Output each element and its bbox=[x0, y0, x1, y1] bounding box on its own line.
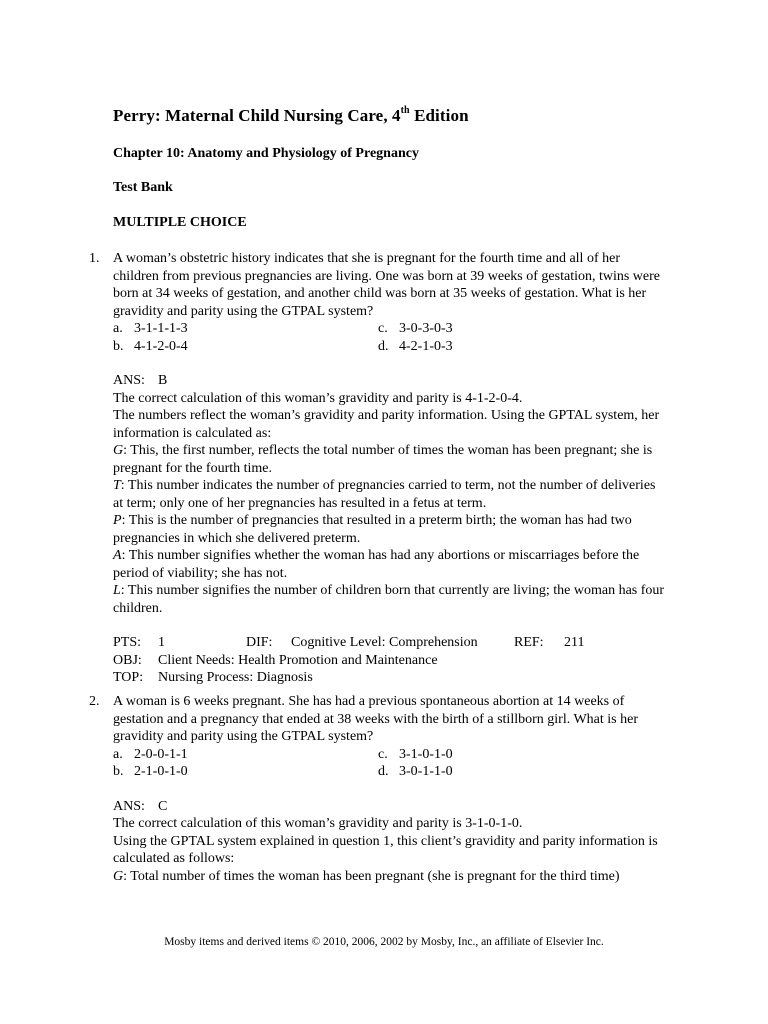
rationale-line: T: This number indicates the number of pregnancies carried to term, not the number of deliveries at term; only one of her pregnancies has resulted in a fetus at term. bbox=[113, 478, 656, 511]
rationale-line: The correct calculation of this woman’s gravidity and parity is 3-1-0-1-0. bbox=[113, 816, 523, 831]
meta-row-top: TOP: Nursing Process: Diagnosis bbox=[113, 670, 313, 685]
meta-row-pts: PTS: 1 DIF: Cognitive Level: Comprehension REF: 211 bbox=[113, 635, 585, 650]
question-stem: A woman’s obstetric history indicates that she is pregnant for the fourth time and all of her children from previous pregnancies are living. One was born at 39 weeks of gestation, twins were born at 34 weeks of gestation, and another child was born at 35 weeks of gestation. What is her gravidity and parity using the GTPAL system? bbox=[113, 251, 661, 319]
choice-b: b. 4-1-2-0-4 bbox=[113, 338, 188, 354]
rationale-line: The numbers reflect the woman’s gravidity and parity information. Using the GPTAL system, her information is calculated as: bbox=[113, 408, 660, 441]
copyright-footer: Mosby items and derived items © 2010, 2006, 2002 by Mosby, Inc., an affiliate of Elsevier Inc. bbox=[164, 936, 604, 948]
rationale bbox=[113, 815, 669, 885]
question-metadata bbox=[113, 634, 669, 687]
chapter-heading: Chapter 10: Anatomy and Physiology of Pregnancy bbox=[113, 146, 419, 161]
choice-a: a. 2-0-0-1-1 bbox=[113, 746, 188, 762]
choice-c: c. 3-1-0-1-0 bbox=[378, 746, 453, 762]
question-number: 2. bbox=[89, 694, 100, 709]
rationale-line: L: This number signifies the number of children born that currently are living; the woman has four children. bbox=[113, 583, 665, 616]
rationale-line: The correct calculation of this woman’s gravidity and parity is 4-1-2-0-4. bbox=[113, 390, 523, 406]
answer-key: ANS: B bbox=[113, 373, 168, 388]
choice-b: b. 2-1-0-1-0 bbox=[113, 764, 188, 779]
choice-d: d. 4-2-1-0-3 bbox=[378, 338, 453, 354]
choice-c: c. 3-0-3-0-3 bbox=[378, 321, 453, 336]
rationale bbox=[113, 390, 669, 618]
choice-a: a. 3-1-1-1-3 bbox=[113, 321, 188, 336]
answer-block bbox=[113, 372, 669, 617]
question-number: 1. bbox=[89, 251, 100, 266]
rationale-line: G: This, the first number, reflects the total number of times the woman has been pregnant; she is pregnant for the fourth time. bbox=[113, 443, 653, 476]
rationale-line: A: This number signifies whether the woman has had any abortions or miscarriages before the period of viability; she has not. bbox=[113, 548, 640, 581]
answer-choices bbox=[113, 320, 669, 355]
question-2 bbox=[89, 693, 669, 885]
meta-row-obj: OBJ: Client Needs: Health Promotion and Maintenance bbox=[113, 652, 438, 668]
question-1 bbox=[89, 250, 669, 687]
rationale-line: Using the GPTAL system explained in question 1, this client’s gravidity and parity information is calculated as follows: bbox=[113, 833, 658, 866]
book-title: Perry: Maternal Child Nursing Care, 4th Edition bbox=[113, 105, 469, 125]
rationale-line: G: Total number of times the woman has been pregnant (she is pregnant for the third time) bbox=[113, 868, 620, 884]
rationale-line: P: This is the number of pregnancies that resulted in a preterm birth; the woman has had two pregnancies in which she delivered preterm. bbox=[113, 513, 632, 546]
answer-block bbox=[113, 798, 669, 886]
question-stem: A woman is 6 weeks pregnant. She has had a previous spontaneous abortion at 14 weeks of gestation and a pregnancy that ended at 38 weeks with the birth of a stillborn girl. What is her gravidity and parity using the GTPAL system? bbox=[113, 694, 638, 744]
answer-key: ANS: C bbox=[113, 798, 168, 814]
section-heading: MULTIPLE CHOICE bbox=[113, 215, 247, 230]
choice-d: d. 3-0-1-1-0 bbox=[378, 764, 453, 779]
answer-choices bbox=[113, 746, 669, 781]
test-bank-heading: Test Bank bbox=[113, 180, 173, 195]
